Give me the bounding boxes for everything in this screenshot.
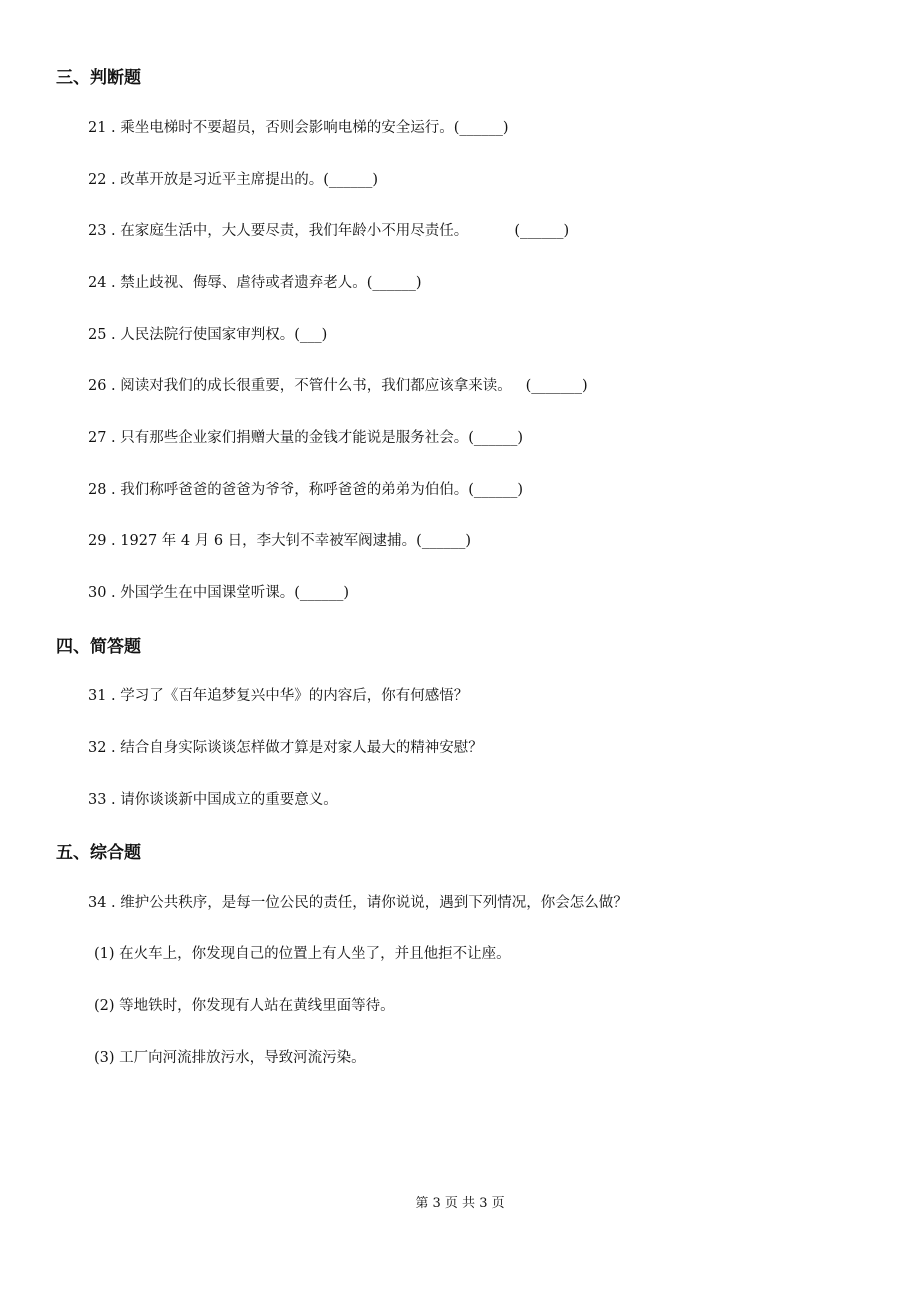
question-25: 25 . 人民法院行使国家审判权。(___)	[88, 327, 328, 343]
question-32: 32 . 结合自身实际谈谈怎样做才算是对家人最大的精神安慰？	[88, 740, 483, 756]
sub-item-1: (1) 在火车上，你发现自己的位置上有人坐了，并且他拒不让座。	[94, 946, 511, 962]
question-27: 27 . 只有那些企业家们捐赠大量的金钱才能说是服务社会。(______)	[88, 430, 524, 446]
question-21: 21 . 乘坐电梯时不要超员，否则会影响电梯的安全运行。(______)	[88, 120, 509, 136]
question-29: 29 . 1927 年 4 月 6 日，李大钊不幸被军阀逮捕。(______)	[88, 533, 471, 549]
sub-item-2: (2) 等地铁时，你发现有人站在黄线里面等待。	[94, 998, 395, 1014]
question-28: 28 . 我们称呼爸爸的爸爸为爷爷，称呼爸爸的弟弟为伯伯。(______)	[88, 482, 524, 498]
question-24: 24 . 禁止歧视、侮辱、虐待或者遗弃老人。(______)	[88, 275, 422, 291]
question-31: 31 . 学习了《百年追梦复兴中华》的内容后，你有何感悟？	[88, 688, 469, 704]
sub-item-3: (3) 工厂向河流排放污水，导致河流污染。	[94, 1050, 366, 1066]
question-33: 33 . 请你谈谈新中国成立的重要意义。	[88, 792, 338, 808]
section-heading-short-answer: 四、简答题	[56, 637, 141, 657]
question-22: 22 . 改革开放是习近平主席提出的。(______)	[88, 172, 379, 188]
question-30: 30 . 外国学生在中国课堂听课。(______)	[88, 585, 350, 601]
question-23: 23 . 在家庭生活中，大人要尽责，我们年龄小不用尽责任。 (______)	[88, 223, 570, 239]
page-footer: 第 3 页 共 3 页	[415, 1196, 505, 1211]
question-34: 34 . 维护公共秩序，是每一位公民的责任，请你说说，遇到下列情况，你会怎么做？	[88, 895, 628, 911]
section-heading-judgment: 三、判断题	[56, 68, 141, 88]
section-heading-comprehensive: 五、综合题	[56, 843, 141, 863]
question-26: 26 . 阅读对我们的成长很重要，不管什么书，我们都应该拿来读。 (_______)	[88, 378, 588, 394]
